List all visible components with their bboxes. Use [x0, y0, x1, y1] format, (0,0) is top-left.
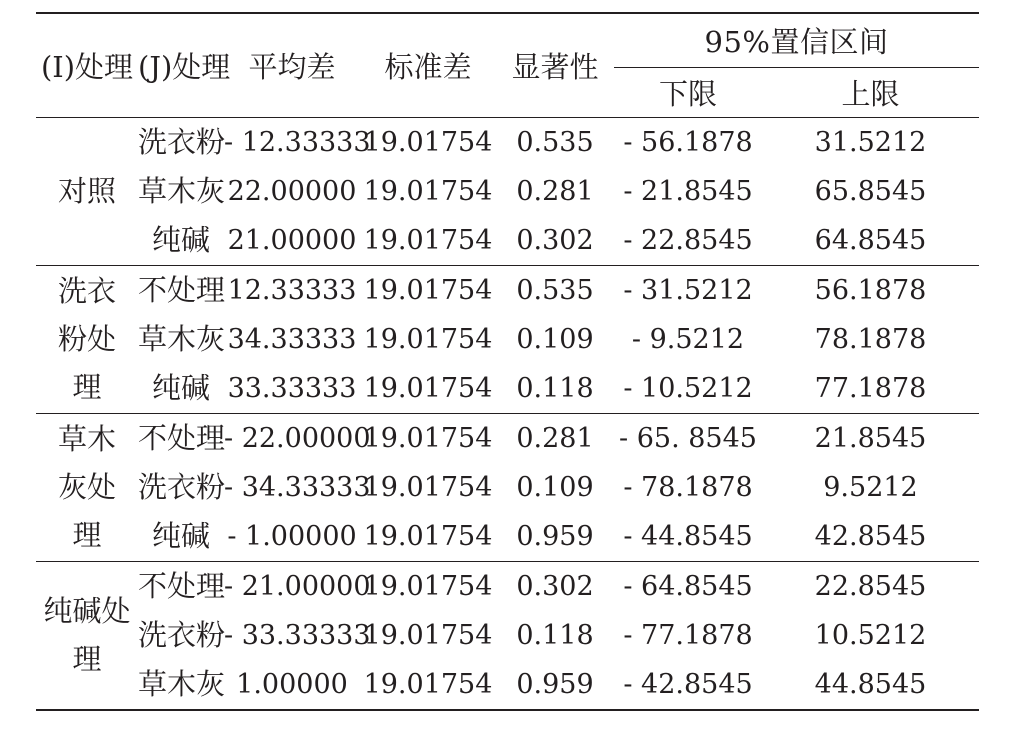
j-treatment-cell: 不处理 — [138, 568, 226, 603]
ci-lower-cell: - 77.1878 — [623, 619, 753, 651]
ci-lower-cell: - 44.8545 — [614, 512, 762, 562]
table-row — [36, 611, 979, 660]
std-err-cell: 19.01754 — [360, 660, 496, 710]
table-row — [36, 315, 979, 364]
table-header — [36, 13, 979, 117]
j-treatment-cell: 洗衣粉 — [138, 469, 226, 504]
std-err-cell: 19.01754 — [360, 364, 496, 414]
ci-upper-cell: 77.1878 — [762, 364, 979, 414]
table-row — [36, 364, 979, 414]
j-treatment-cell: 草木灰 — [138, 660, 224, 710]
group-label: 纯碱处理 — [36, 561, 138, 710]
j-treatment-cell: 草木灰 — [138, 173, 226, 208]
std-err-cell: 19.01754 — [363, 619, 493, 651]
mean-diff-cell: 34.33333 — [227, 323, 357, 355]
group-label: 草木灰处理 — [36, 413, 138, 561]
j-treatment-cell: 洗衣粉 — [138, 617, 226, 652]
header-confidence-interval: 95%置信区间 — [614, 13, 979, 67]
mean-diff-cell: 21.00000 — [224, 216, 360, 266]
header-standard-error: 标准差 — [360, 13, 496, 117]
std-err-cell: 19.01754 — [363, 570, 493, 602]
header-ci-lower: 下限 — [614, 67, 762, 117]
ci-upper-cell: 44.8545 — [762, 660, 979, 710]
sig-cell: 0.281 — [516, 422, 594, 454]
ci-lower-cell: - 56.1878 — [623, 126, 753, 158]
table-row — [36, 167, 979, 216]
ci-lower-cell: - 10.5212 — [614, 364, 762, 414]
header-significance: 显著性 — [496, 13, 614, 117]
std-err-cell: 19.01754 — [363, 422, 493, 454]
std-err-cell: 19.01754 — [363, 471, 493, 503]
group-ash — [36, 413, 979, 561]
sig-cell: 0.535 — [516, 274, 594, 306]
ci-upper-cell: 56.1878 — [814, 274, 927, 306]
group-detergent — [36, 265, 979, 413]
sig-cell: 0.118 — [496, 364, 614, 414]
ci-upper-cell: 9.5212 — [823, 471, 918, 503]
ci-lower-cell: - 21.8545 — [623, 175, 753, 207]
group-label: 对照 — [36, 117, 138, 265]
sig-cell: 0.302 — [496, 216, 614, 266]
ci-lower-cell: - 65. 8545 — [619, 422, 757, 454]
j-treatment-cell: 洗衣粉 — [138, 124, 226, 159]
group-control — [36, 117, 979, 265]
j-treatment-cell: 不处理 — [138, 272, 226, 307]
table-row — [36, 413, 979, 463]
j-treatment-cell: 纯碱 — [138, 216, 224, 266]
mean-diff-cell: - 22.00000 — [224, 422, 371, 454]
std-err-cell: 19.01754 — [363, 274, 493, 306]
header-ci-upper: 上限 — [762, 67, 979, 117]
std-err-cell: 19.01754 — [363, 175, 493, 207]
header-j-treatment: (J)处理 — [138, 13, 224, 117]
ci-upper-cell: 78.1878 — [814, 323, 927, 355]
group-soda — [36, 561, 979, 710]
table-row — [36, 463, 979, 512]
sig-cell: 0.535 — [516, 126, 594, 158]
mean-diff-cell: 33.33333 — [224, 364, 360, 414]
ci-lower-cell: - 42.8545 — [614, 660, 762, 710]
sig-cell: 0.302 — [516, 570, 594, 602]
ci-upper-cell: 65.8545 — [814, 175, 927, 207]
table-row — [36, 216, 979, 266]
mean-diff-cell: - 33.33333 — [224, 619, 371, 651]
ci-upper-cell: 42.8545 — [762, 512, 979, 562]
header-i-treatment: (I)处理 — [36, 13, 138, 117]
sig-cell: 0.281 — [516, 175, 594, 207]
ci-upper-cell: 22.8545 — [814, 570, 927, 602]
std-err-cell: 19.01754 — [360, 512, 496, 562]
table-row — [36, 117, 979, 167]
mean-diff-cell: 12.33333 — [227, 274, 357, 306]
ci-upper-cell: 31.5212 — [814, 126, 927, 158]
mean-diff-cell: - 1.00000 — [224, 512, 360, 562]
mean-diff-cell: - 34.33333 — [224, 471, 371, 503]
header-mean-difference: 平均差 — [224, 13, 360, 117]
table-row — [36, 561, 979, 611]
ci-upper-cell: 10.5212 — [814, 619, 927, 651]
j-treatment-cell: 纯碱 — [138, 364, 224, 414]
mean-diff-cell: 22.00000 — [227, 175, 357, 207]
table-row — [36, 512, 979, 562]
sig-cell: 0.118 — [516, 619, 594, 651]
group-label: 洗衣粉处理 — [36, 265, 138, 413]
sig-cell: 0.109 — [516, 471, 594, 503]
ci-lower-cell: - 31.5212 — [623, 274, 753, 306]
ci-lower-cell: - 9.5212 — [631, 323, 745, 355]
j-treatment-cell: 草木灰 — [138, 321, 226, 356]
std-err-cell: 19.01754 — [363, 323, 493, 355]
mean-diff-cell: 1.00000 — [224, 660, 360, 710]
std-err-cell: 19.01754 — [363, 126, 493, 158]
table-row — [36, 660, 979, 710]
ci-upper-cell: 21.8545 — [814, 422, 927, 454]
sig-cell: 0.109 — [516, 323, 594, 355]
table-row — [36, 265, 979, 315]
sig-cell: 0.959 — [496, 660, 614, 710]
std-err-cell: 19.01754 — [360, 216, 496, 266]
mean-diff-cell: - 12.33333 — [224, 126, 371, 158]
ci-lower-cell: - 78.1878 — [623, 471, 753, 503]
j-treatment-cell: 不处理 — [138, 420, 226, 455]
sig-cell: 0.959 — [496, 512, 614, 562]
ci-upper-cell: 64.8545 — [762, 216, 979, 266]
ci-lower-cell: - 64.8545 — [623, 570, 753, 602]
multiple-comparison-table — [36, 12, 979, 711]
j-treatment-cell: 纯碱 — [138, 512, 224, 562]
ci-lower-cell: - 22.8545 — [614, 216, 762, 266]
mean-diff-cell: - 21.00000 — [224, 570, 371, 602]
